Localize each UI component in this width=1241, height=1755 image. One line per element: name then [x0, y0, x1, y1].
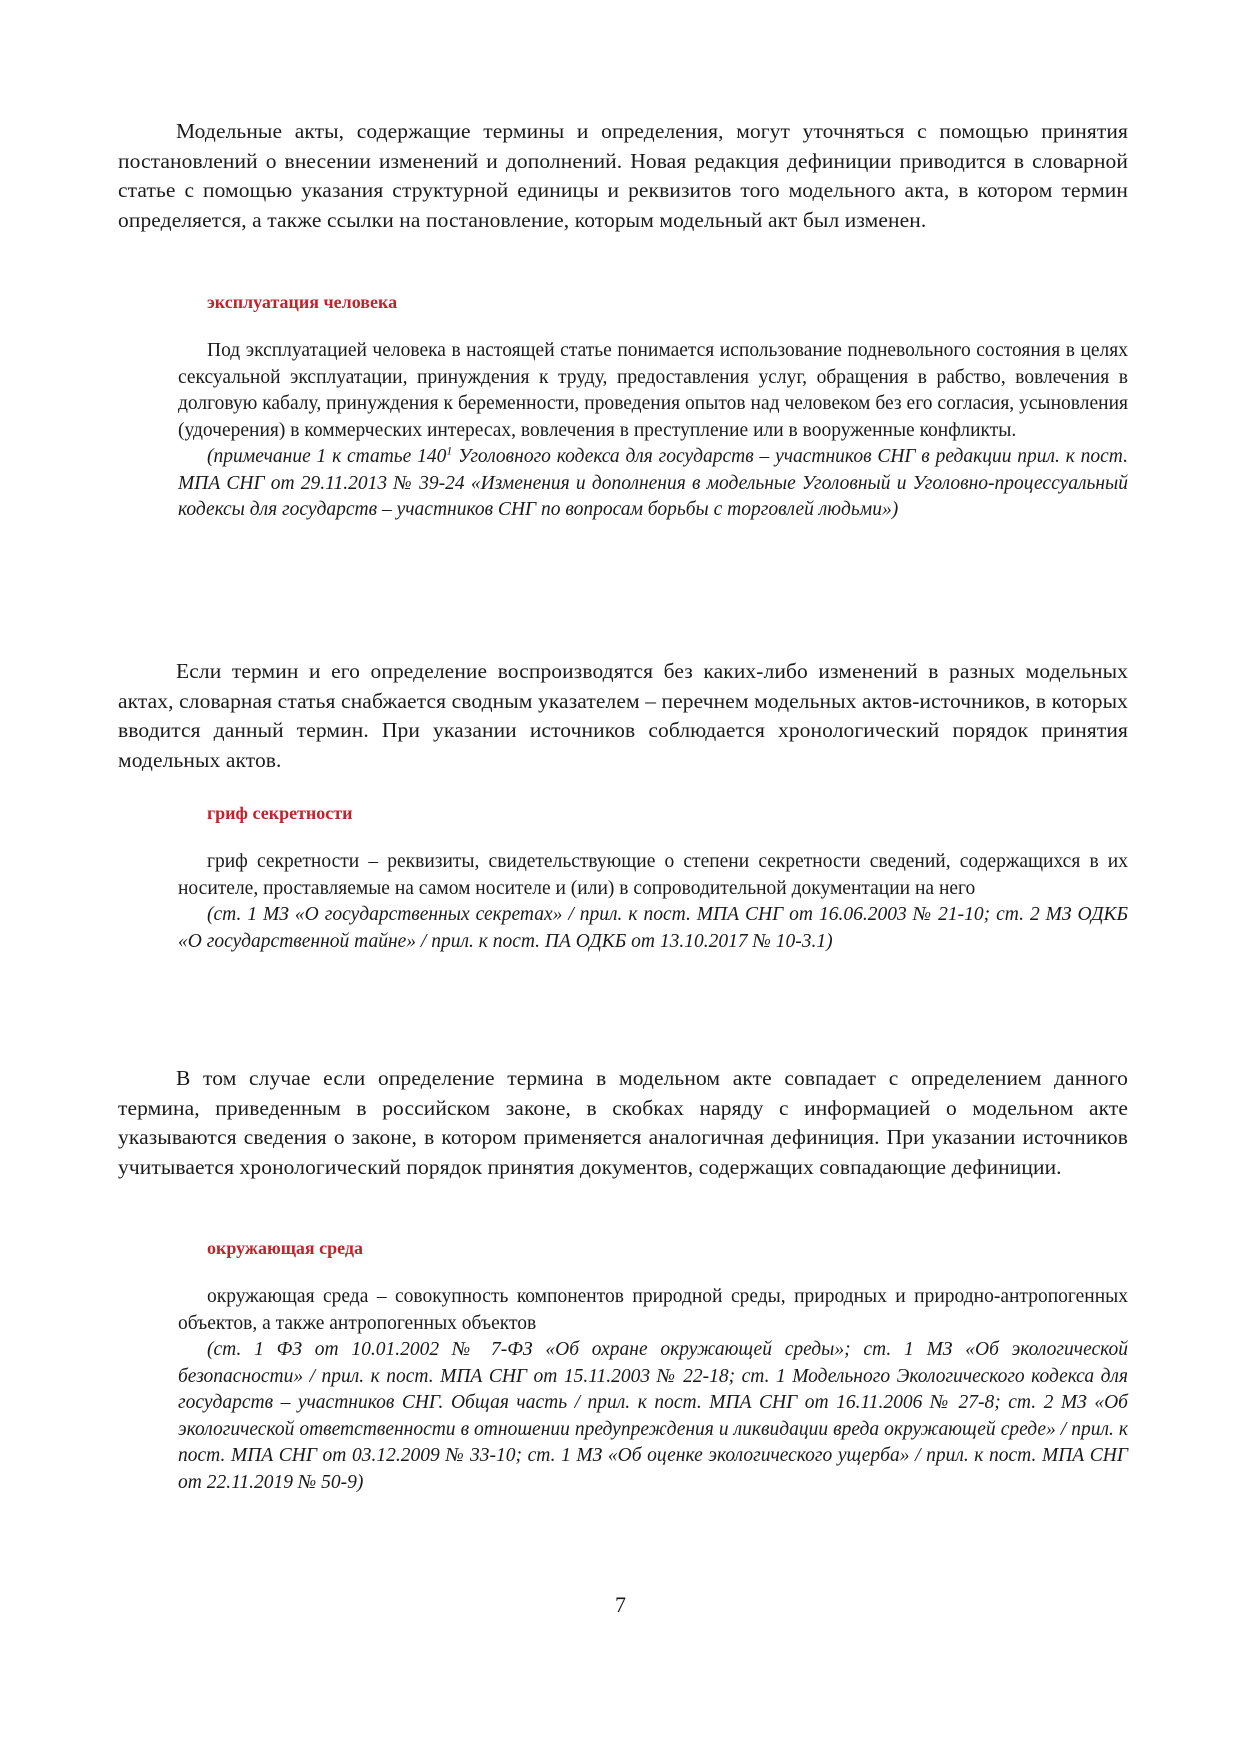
term-definition: Под эксплуатацией человека в настоящей статье понимается использование подневольного состояния в целях сексуальной эксплуатации, принуждения к труду, предоставления услуг, обращения в рабство, вовлечения в долговую кабалу, принуждения к беременности, проведения опытов над человеком без его согласия, усыновления (удочерения) в коммерческих интересах, вовлечения в преступление или в вооруженные конфликты. [178, 340, 1128, 441]
dictionary-entry-1 [178, 338, 1128, 524]
dictionary-entry-2 [178, 849, 1128, 955]
source-text-start: (примечание 1 к статье 140 [207, 446, 447, 467]
term-source: (ст. 1 ФЗ от 10.01.2002 № 7-ФЗ «Об охране окружающей среды»; ст. 1 МЗ «Об экологической безопасности» / прил. к пост. МПА СНГ от 15.11.2003 № 22-18; ст. 1 Модельного Экологического кодекса для государств – участников СНГ. Общая часть / прил. к пост. МПА СНГ от 16.11.2006 № 27-8; ст. 2 МЗ «Об экологической ответственности в отношении предупреждения и ликвидации вреда окружающей среде» / прил. к пост. МПА СНГ от 03.12.2009 № 33-10; ст. 1 МЗ «Об оценке экологического ущерба» / прил. к пост. МПА СНГ от 22.11.2019 № 50-9) [178, 1339, 1128, 1493]
term-heading-2: гриф секретности [207, 803, 353, 823]
intro-paragraph-1 [118, 117, 1128, 235]
term-definition: окружающая среда – совокупность компонентов природной среды, природных и природно-антропогенных объектов, а также антропогенных объектов [178, 1286, 1128, 1334]
source-text-end: Уголовного кодекса для государств – участников СНГ в редакции прил. к пост. МПА СНГ от 29.11.2013 № 39-24 «Изменения и дополнения в модельные Уголовный и Уголовно-процессуальный кодексы для государств – участников СНГ по вопросам борьбы с торговлей людьми») [178, 446, 1128, 520]
intro-text: Модельные акты, содержащие термины и определения, могут уточняться с помощью принятия постановлений о внесении изменений и дополнений. Новая редакция дефиниции приводится в словарной статье с помощью указания структурной единицы и реквизитов того модельного акта, в котором термин определяется, а также ссылки на постановление, которым модельный акт был изменен. [118, 119, 1128, 232]
term-heading-1: эксплуатация человека [207, 292, 398, 312]
term-definition: гриф секретности – реквизиты, свидетельствующие о степени секретности сведений, содержащихся в их носителе, проставляемые на самом носителе и (или) в сопроводительной документации на него [178, 851, 1128, 899]
page-number: 7 [615, 1592, 626, 1617]
intro-paragraph-2 [118, 657, 1128, 775]
source-superscript: 1 [446, 443, 453, 458]
intro-text: Если термин и его определение воспроизводятся без каких-либо изменений в разных модельных актах, словарная статья снабжается сводным указателем – перечнем модельных актов-источников, в которых вводится данный термин. При указании источников соблюдается хронологический порядок принятия модельных актов. [118, 659, 1128, 772]
term-source: (ст. 1 МЗ «О государственных секретах» / прил. к пост. МПА СНГ от 16.06.2003 № 21-10; ст. 2 МЗ ОДКБ «О государственной тайне» / прил. к пост. ПА ОДКБ от 13.10.2017 № 10-3.1) [178, 904, 1128, 952]
dictionary-entry-3 [178, 1284, 1128, 1496]
intro-text: В том случае если определение термина в модельном акте совпадает с определением данного термина, приведенным в российском законе, в скобках наряду с информацией о модельном акте указываются сведения о законе, в котором применяется аналогичная дефиниция. При указании источников учитывается хронологический порядок принятия документов, содержащих совпадающие дефиниции. [118, 1066, 1128, 1179]
term-heading-3: окружающая среда [207, 1238, 364, 1258]
term-source [178, 444, 1128, 524]
intro-paragraph-3 [118, 1064, 1128, 1182]
